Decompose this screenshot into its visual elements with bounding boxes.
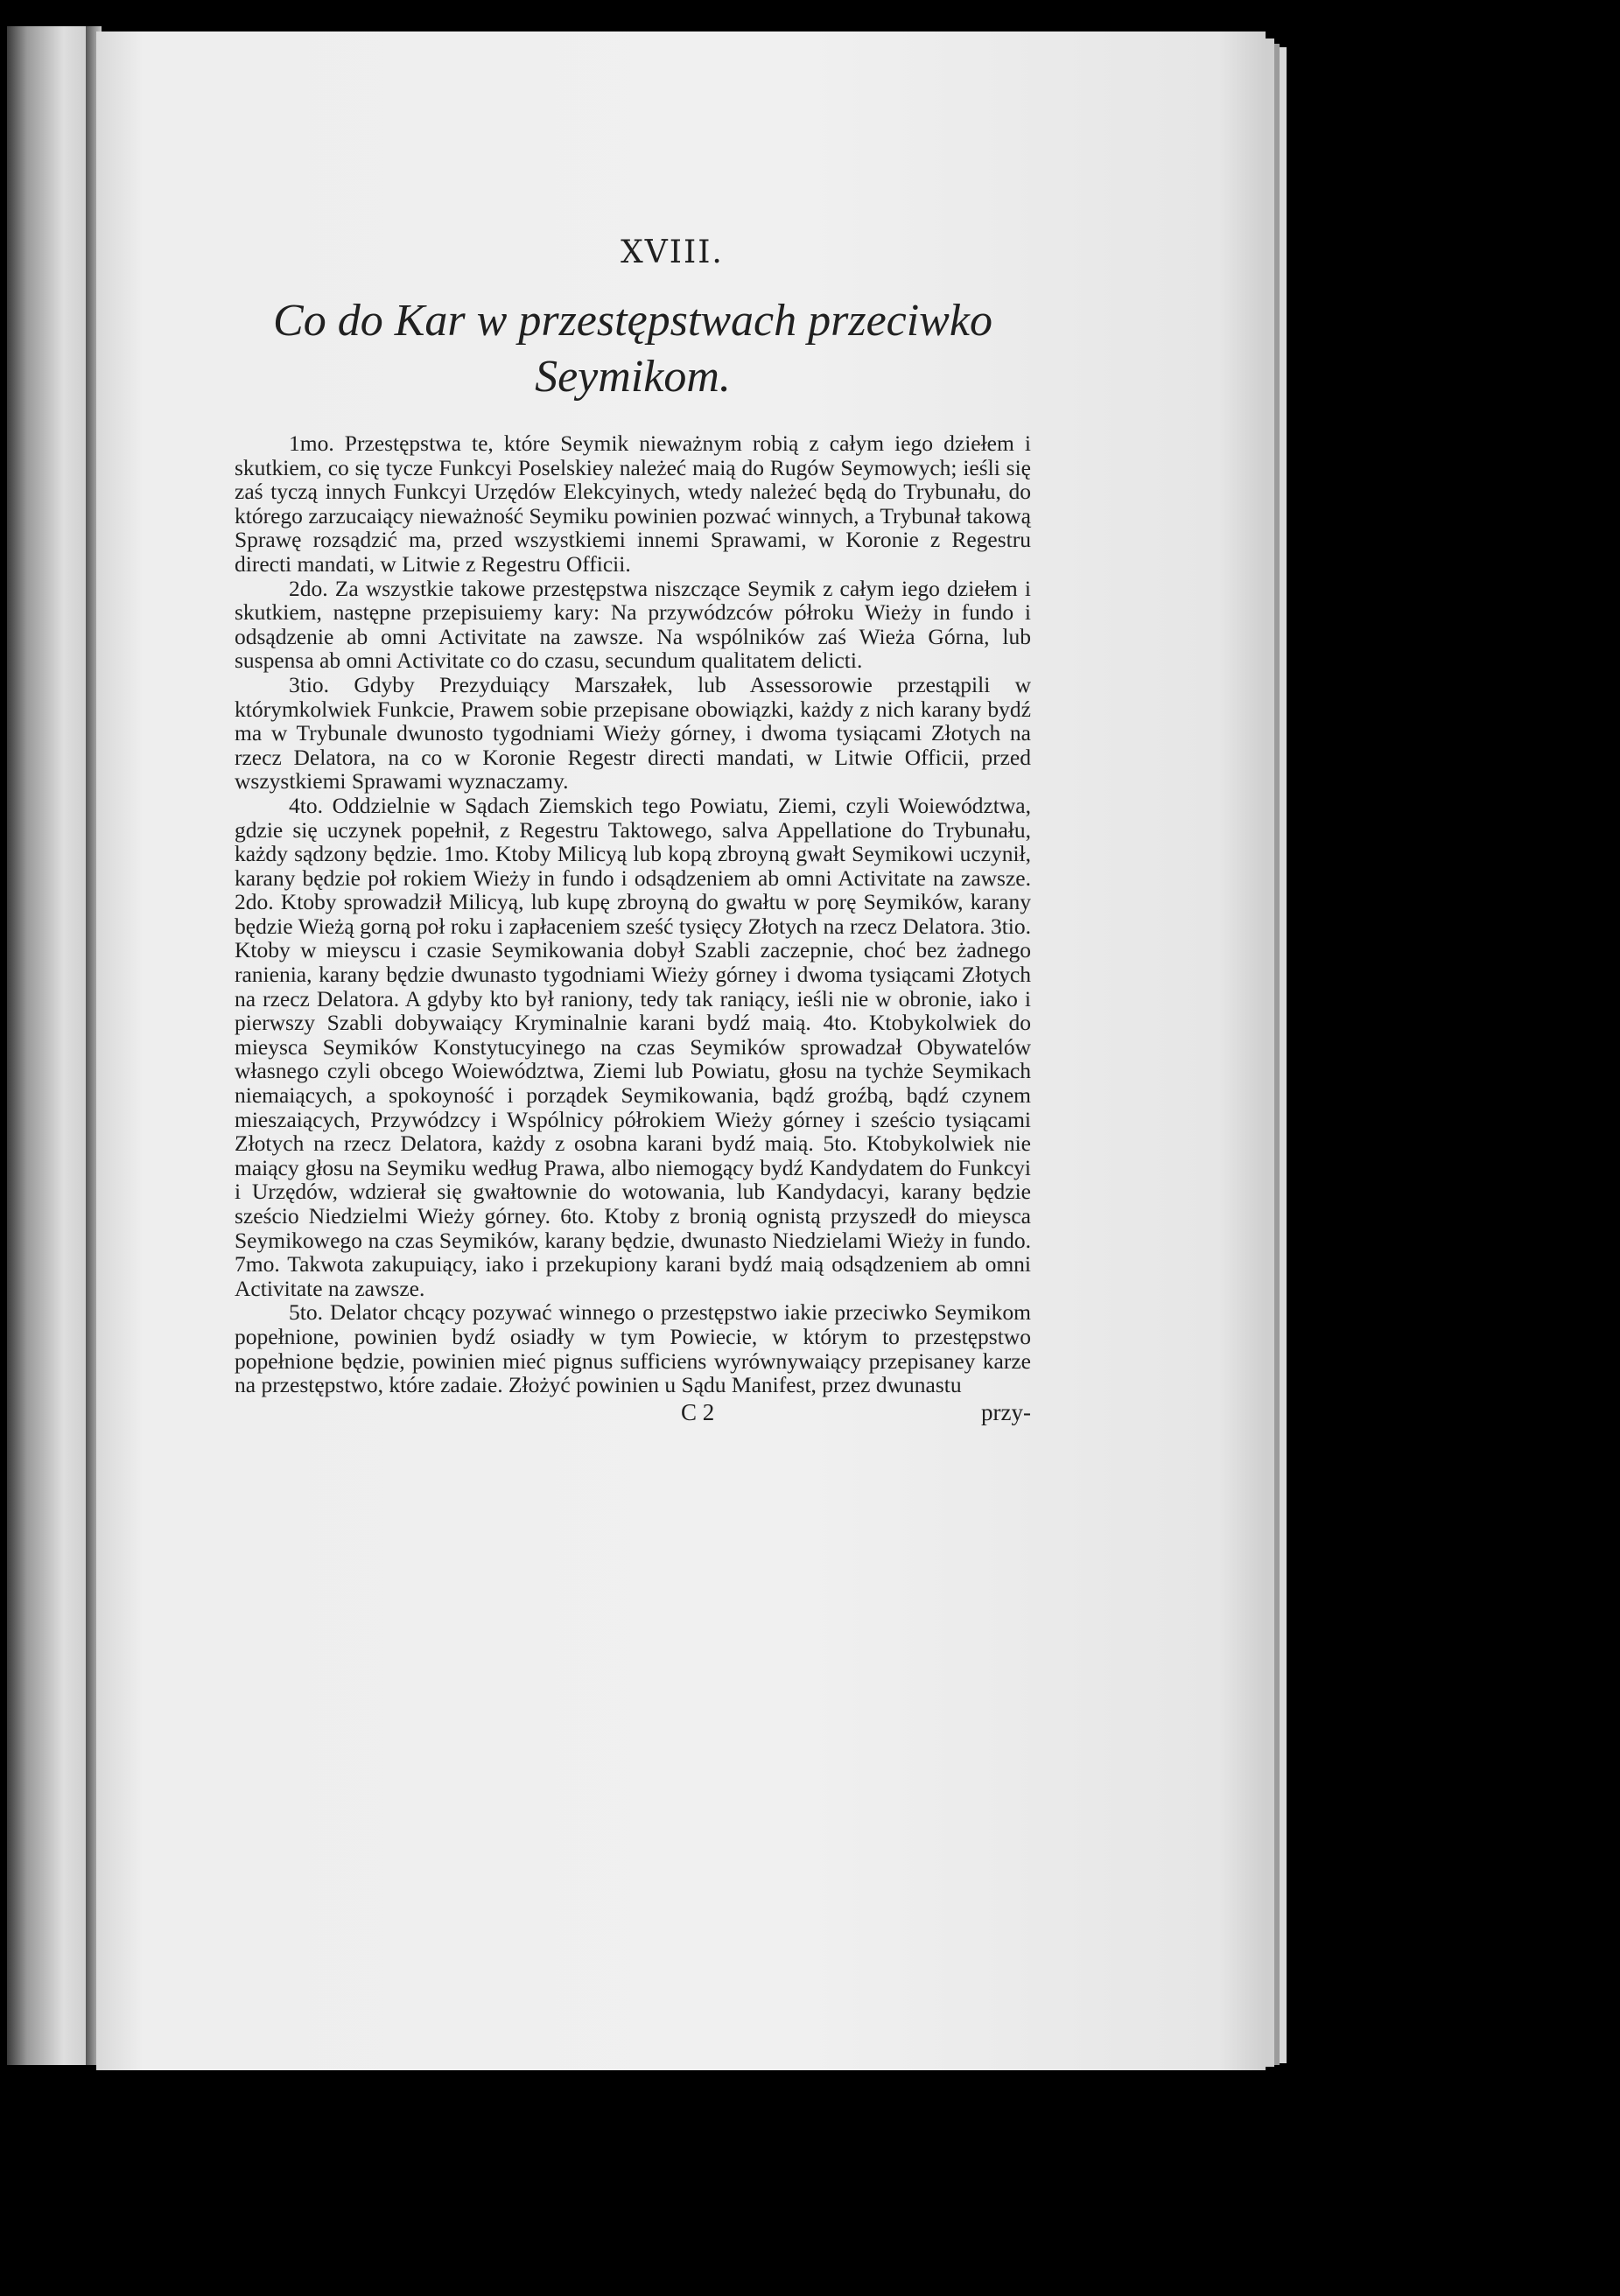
page-footer xyxy=(235,1399,1031,1427)
page-text-block xyxy=(235,234,1031,1427)
paragraph-2: 2do. Za wszystkie takowe przestępstwa niszczące Seymik z całym iego dziełem i skutkiem, następne przepisuiemy kary: Na przywódzców półroku Wieży in fundo i odsądzenie ab omni Activitate na zawsze. Na wspólników zaś Wieża Górna, lub suspensa ab omni Activitate co do czasu, secundum qualitatem delicti. xyxy=(235,575,1031,674)
page-stack-edge xyxy=(1280,47,1287,2063)
paragraph-4: 4to. Oddzielnie w Sądach Ziemskich tego Powiatu, Ziemi, czyli Woiewództwa, gdzie się uczynek popełnił, z Regestru Taktowego, salva Appellatione do Trybunału, każdy sądzony będzie. 1mo. Ktoby Milicyą lub kopą zbroyną gwałt Seymikowi uczynił, karany będzie poł rokiem Wieży in fundo i odsądzeniem ab omni Activitate na zawsze. 2do. Ktoby sprowadził Milicyą, lub kupę zbroyną do gwałtu w porę Seymików, karany będzie Wieżą gorną poł roku i zapłaceniem sześć tysięcy Złotych na rzecz Delatora. 3tio. Ktoby w mieyscu i czasie Seymikowania dobył Szabli zaczepnie, choć bez żadnego ranienia, karany będzie dwunasto tygodniami Wieży górney i dwoma tysiącami Złotych na rzecz Delatora. A gdyby kto był raniony, tedy tak raniący, ieśli nie w obronie, iako i pierwszy Szabli dobywaiący Kryminalnie karani bydź maią. 4to. Ktobykolwiek do mieysca Seymików Konstytucyinego na czas Seymików sprowadzał Obywatelów własnego czyli obcego Woiewództwa, Ziemi lub Powiatu, głosu na tychże Seymikach niemaiących, a spokoyność i porządek Seymikowania, bądź groźbą, bądź czynem mieszaiących, Przywódzcy i Wspólnicy półrokiem Wieży górney i sześcio tysiącami Złotych na rzecz Delatora, każdy z osobna karani bydź maią. 5to. Ktobykolwiek nie maiący głosu na Seymiku według Prawa, albo niemogący bydź Kandydatem do Funkcyi i Urzędów, wdzierał się gwałtownie do wotowania, lub Kandydacyi, karany będzie sześcio Niedzielmi Wieży górney. 6to. Ktoby z bronią ognistą przyszedł do mieysca Seymikowego na czas Seymików, karany będzie, dwunasto Niedzielami Wieży in fundo. 7mo. Takwota zakupuiący, iako i przekupiony karani bydź maią odsądzeniem ab omni Activitate na zawsze. xyxy=(235,792,1031,1301)
page-stack-edge xyxy=(1266,38,1274,2067)
paragraph-5: 5to. Delator chcący pozywać winnego o przestępstwo iakie przeciwko Seymikom popełnione, powinien bydź osiadły w tym Powiecie, w którym to przestępstwo popełnione będzie, powinien mieć pignus sufficiens wyrównywaiący przepisaney karze na przestępstwo, które zadaie. Złożyć powinien u Sądu Manifest, przez dwunastu xyxy=(235,1299,1031,1398)
catchword: przy- xyxy=(981,1398,1031,1425)
chapter-title: Co do Kar w przestępstwach przeciwko Seymikom. xyxy=(273,296,992,402)
left-page-edge xyxy=(7,26,88,2065)
chapter-number: XVIII. xyxy=(621,234,724,270)
paragraph-3: 3tio. Gdyby Prezyduiący Marszałek, lub Assessorowie przestąpili w którymkolwiek Funkcie, Prawem sobie przepisane obowiązki, każdy z nich karany bydź ma w Trybunale dwunosto tygodniami Wieży górney, i dwoma tysiącami Złotych na rzecz Delatora, na co w Koronie Regestr directi mandati, w Litwie Officii, przed wszystkiemi Sprawami wyznaczamy. xyxy=(235,671,1031,794)
signature-mark: C 2 xyxy=(681,1398,715,1425)
paragraph-1: 1mo. Przestępstwa te, które Seymik nieważnym robią z całym iego dziełem i skutkiem, co się tycze Funkcyi Poselskiey należeć maią do Rugów Seymowych; ieśli się zaś tyczą innych Funkcyi Urzędów Elekcyinych, wtedy należeć będą do Trybunału, do którego zarzucaiący nieważność Seymiku powinien pozwać winnych, a Trybunał takową Sprawę rozsądzić ma, przed wszystkiemi innemi Sprawami, w Koronie z Regestru directi mandati, w Litwie z Regestru Officii. xyxy=(235,430,1031,577)
